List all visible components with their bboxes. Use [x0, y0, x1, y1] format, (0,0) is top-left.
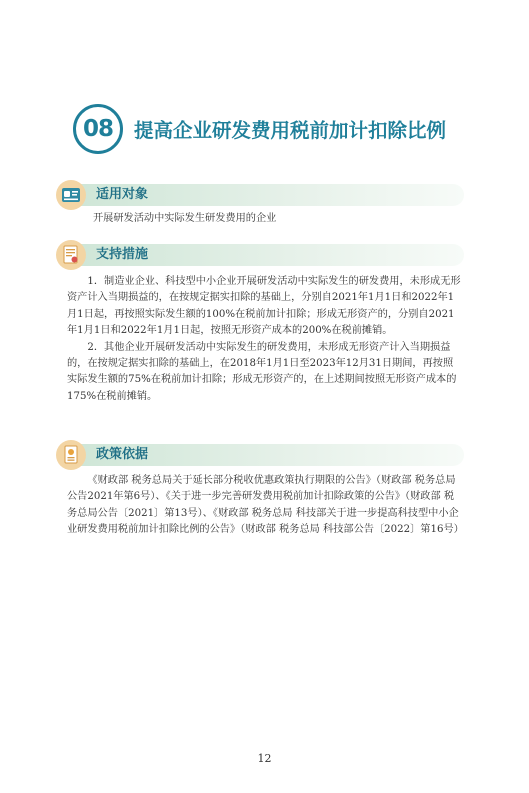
section-title: 适用对象 [96, 187, 149, 202]
id-card-icon [56, 180, 86, 210]
section-body-measures [67, 274, 463, 405]
document-seal-icon [56, 240, 86, 270]
section-header-basis [56, 440, 464, 470]
certificate-icon [56, 440, 86, 470]
section-header-measures [56, 240, 464, 270]
paragraph: 2．其他企业开展研发活动中实际发生的研发费用，未形成无形资产计入当期损益的，在按规定据实扣除的基础上，在2018年1月1日至2023年12月31日期间，再按照实际发生额的75%在税前加计扣除；形成无形资产的，在上述期间按照无形资产成本的175%在税前摊销。 [67, 341, 457, 402]
chapter-number-badge: 08 [73, 104, 123, 154]
section-title: 支持措施 [96, 247, 149, 262]
section-header-target [56, 180, 464, 210]
paragraph: 《财政部 税务总局关于延长部分税收优惠政策执行期限的公告》（财政部 税务总局公告2021年第6号）、《关于进一步完善研发费用税前加计扣除政策的公告》（财政部 税务总局公告〔2021〕第13号）、《财政部 税务总局 科技部关于进一步提高科技型中小企业研发费用税前加计扣除比例的公告》（财政部 税务总局 科技部公告〔2022〕第16号） [67, 475, 464, 536]
page-title: 提高企业研发费用税前加计扣除比例 [134, 119, 447, 142]
page-number: 12 [257, 752, 272, 765]
paragraph: 1．制造业企业、科技型中小企业开展研发活动中实际发生的研发费用，未形成无形资产计入当期损益的，在按规定据实扣除的基础上，分别自2021年1月1日和2022年1月1日起，再按照实际发生额的100%在税前加计扣除；形成无形资产的，分别自2021年1月1日和2022年1月1日起，按照无形资产成本的200%在税前摊销。 [67, 276, 461, 337]
chapter-title [73, 104, 446, 154]
section-text: 开展研发活动中实际发生研发费用的企业 [93, 213, 277, 224]
section-title: 政策依据 [96, 447, 149, 462]
section-body-basis [67, 473, 463, 539]
